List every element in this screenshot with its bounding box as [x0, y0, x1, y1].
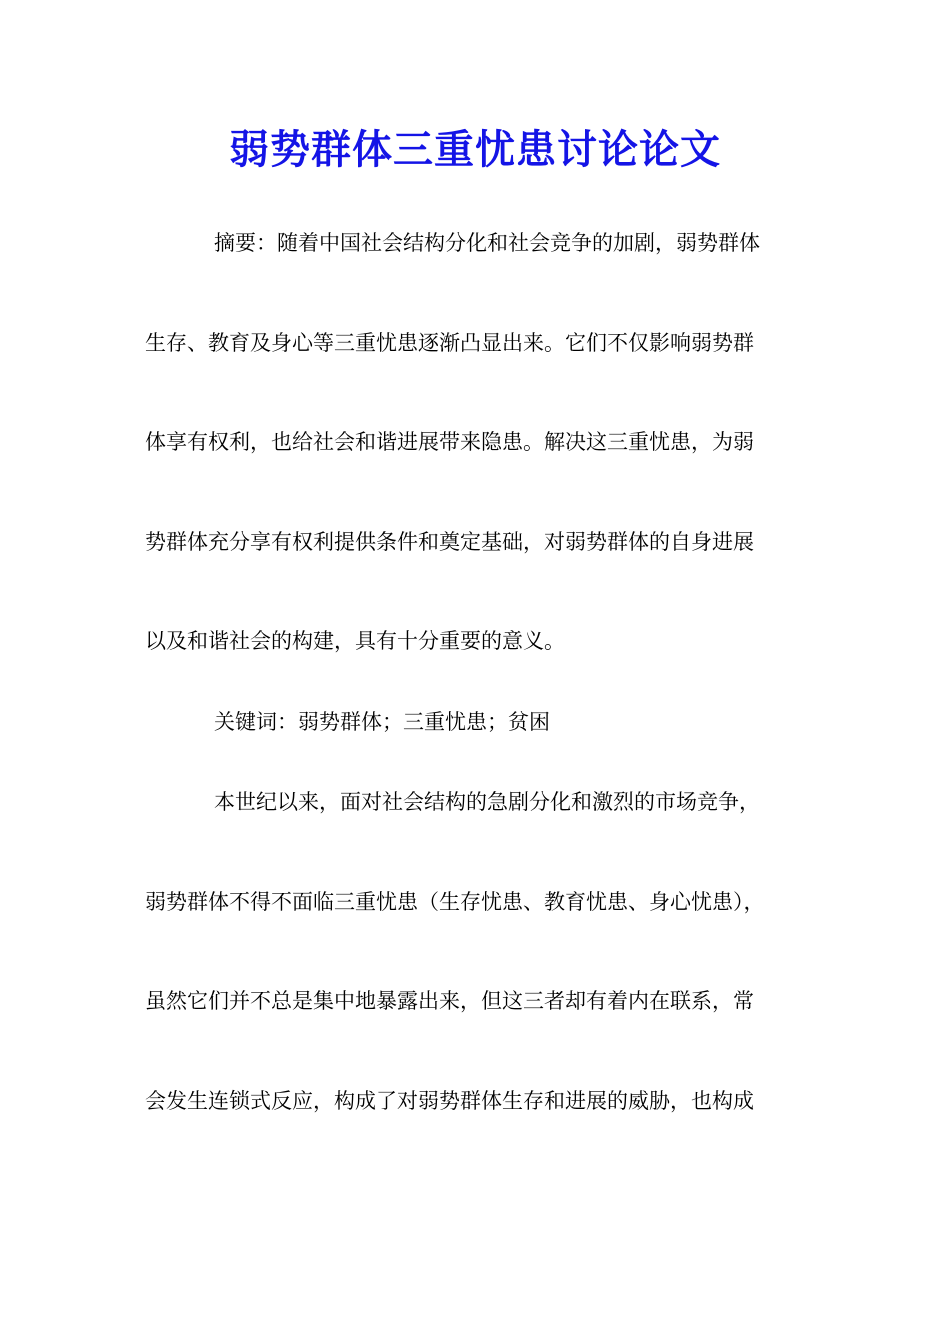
keywords-line: 关键词：弱势群体；三重忧患；贫困: [214, 710, 550, 734]
abstract-line: 体享有权利，也给社会和谐进展带来隐患。解决这三重忧患，为弱: [145, 430, 754, 454]
body-line: 虽然它们并不总是集中地暴露出来，但这三者却有着内在联系，常: [145, 989, 754, 1013]
body-line: 本世纪以来，面对社会结构的急剧分化和激烈的市场竞争，: [214, 790, 760, 814]
abstract-line: 以及和谐社会的构建，具有十分重要的意义。: [145, 629, 565, 653]
document-title: 弱势群体三重忧患讨论论文: [229, 126, 721, 173]
abstract-line: 摘要：随着中国社会结构分化和社会竞争的加剧，弱势群体: [214, 231, 760, 255]
body-line: 弱势群体不得不面临三重忧患（生存忧患、教育忧患、身心忧患），: [145, 890, 765, 914]
body-line: 会发生连锁式反应，构成了对弱势群体生存和进展的威胁，也构成: [145, 1089, 754, 1113]
abstract-line: 生存、教育及身心等三重忧患逐渐凸显出来。它们不仅影响弱势群: [145, 331, 754, 355]
abstract-line: 势群体充分享有权利提供条件和奠定基础，对弱势群体的自身进展: [145, 530, 754, 554]
